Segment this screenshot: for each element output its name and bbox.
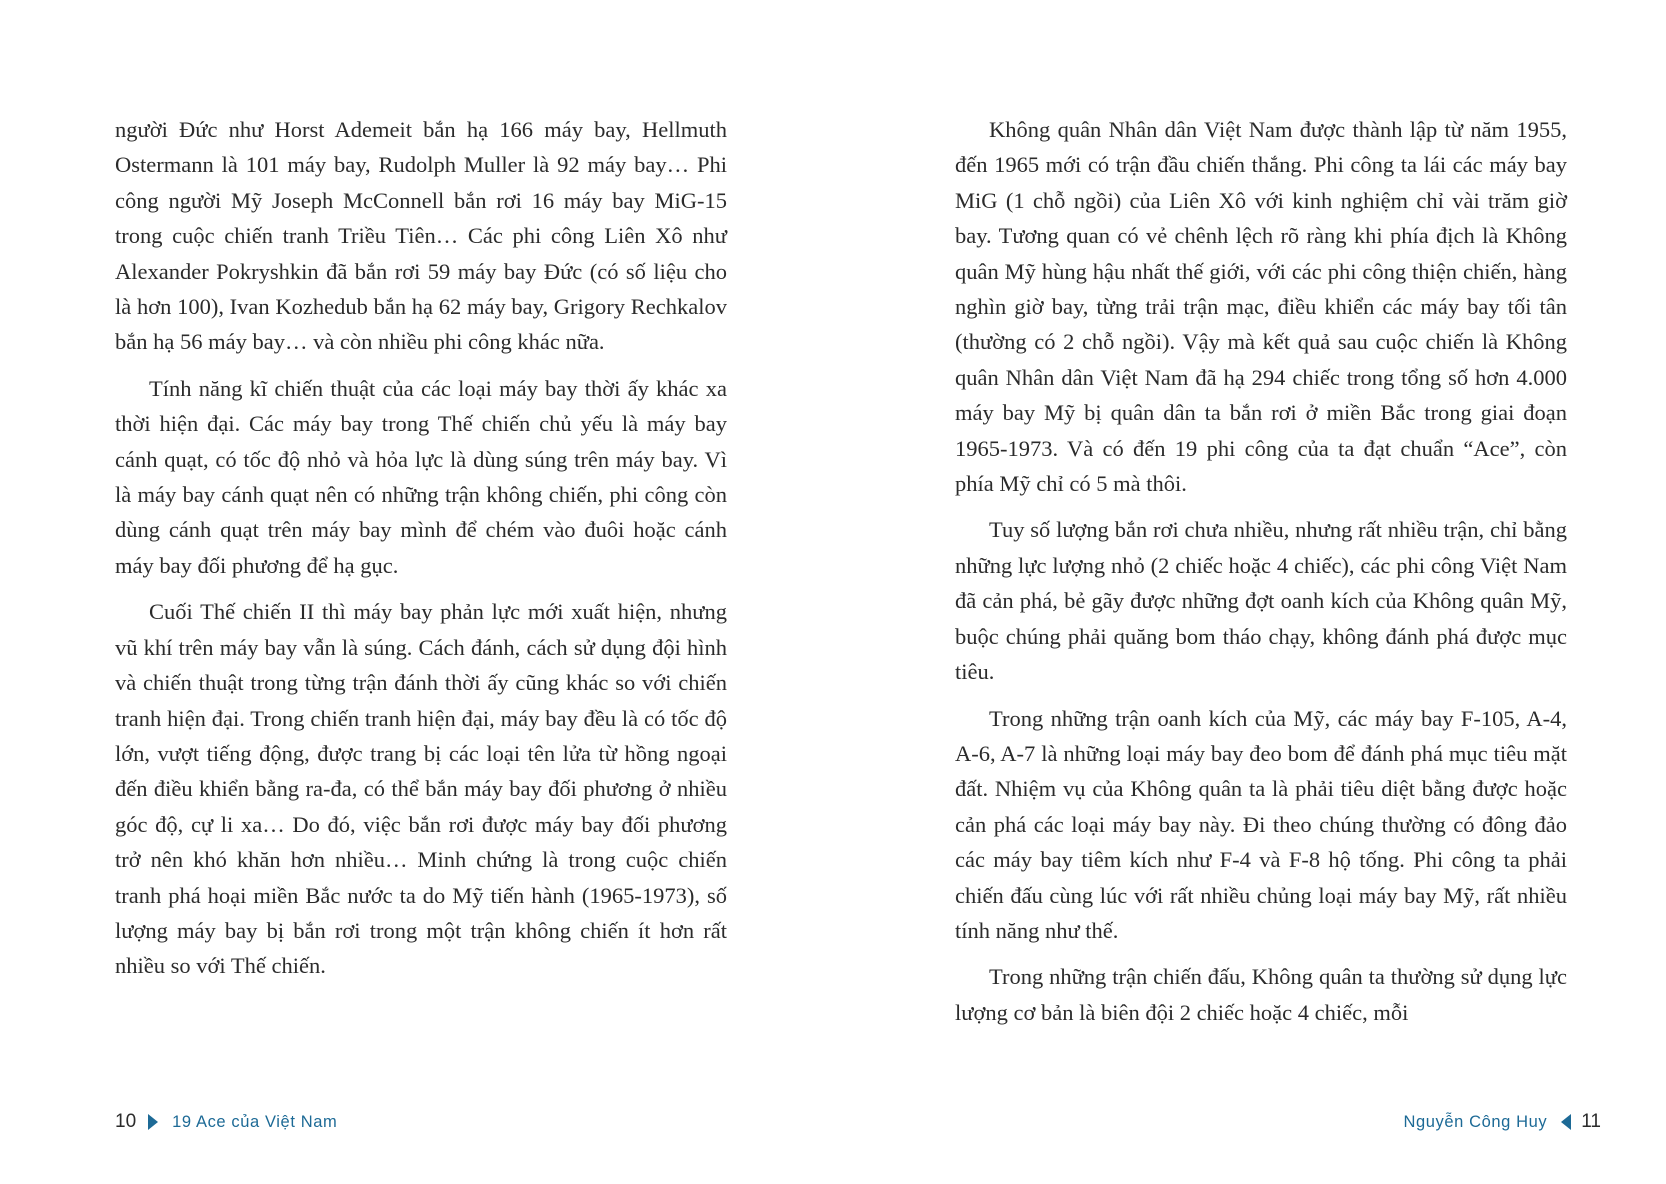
left-page-body (115, 112, 727, 984)
right-paragraph-3: Trong những trận oanh kích của Mỹ, các máy bay F-105, A-4, A-6, A-7 là những loại máy bay đeo bom để đánh phá mục tiêu mặt đất. Nhiệm vụ của Không quân ta là phải tiêu diệt bằng được hoặc cản phá các loại máy bay này. Đi theo chúng thường có đông đảo các máy bay tiêm kích như F-4 và F-8 hộ tống. Phi công ta phải chiến đấu cùng lúc với rất nhiều chủng loại máy bay Mỹ, rất nhiều tính năng như thế. (955, 705, 1567, 943)
right-paragraph-4: Trong những trận chiến đấu, Không quân ta thường sử dụng lực lượng cơ bản là biên đội 2 chiếc hoặc 4 chiếc, mỗi (955, 964, 1567, 1025)
left-page-number: 10 (115, 1111, 137, 1132)
left-paragraph-1: người Đức như Horst Ademeit bắn hạ 166 máy bay, Hellmuth Ostermann là 101 máy bay, Rudolph Muller là 92 máy bay… Phi công người Mỹ Joseph McConnell bắn rơi 16 máy bay MiG-15 trong cuộc chiến tranh Triều Tiên… Các phi công Liên Xô như Alexander Pokryshkin đã bắn rơi 59 máy bay Đức (có số liệu cho là hơn 100), Ivan Kozhedub bắn hạ 62 máy bay, Grigory Rechkalov bắn hạ 56 máy bay… và còn nhiều phi công khác nữa. (115, 117, 727, 355)
triangle-right-icon (148, 1114, 158, 1130)
triangle-left-icon (1561, 1114, 1571, 1130)
left-page-footer (115, 1110, 337, 1134)
right-running-title: Nguyễn Công Huy (1403, 1112, 1548, 1131)
right-paragraph-2: Tuy số lượng bắn rơi chưa nhiều, nhưng rất nhiều trận, chỉ bằng những lực lượng nhỏ (2 chiếc hoặc 4 chiếc), các phi công Việt Nam đã cản phá, bẻ gãy được những đợt oanh kích của Không quân Mỹ, buộc chúng phải quăng bom tháo chạy, không đánh phá được mục tiêu. (955, 517, 1567, 685)
left-running-title: 19 Ace của Việt Nam (172, 1112, 338, 1131)
left-paragraph-3: Cuối Thế chiến II thì máy bay phản lực mới xuất hiện, nhưng vũ khí trên máy bay vẫn là súng. Cách đánh, cách sử dụng đội hình và chiến thuật trong từng trận đánh thời ấy cũng khác so với chiến tranh hiện đại. Trong chiến tranh hiện đại, máy bay đều là có tốc độ lớn, vượt tiếng động, được trang bị các loại tên lửa từ hồng ngoại đến điều khiển bằng ra-đa, có thể bắn máy bay đối phương ở nhiều góc độ, cự li xa… Do đó, việc bắn rơi được máy bay đối phương trở nên khó khăn hơn nhiều… Minh chứng là trong cuộc chiến tranh phá hoại miền Bắc nước ta do Mỹ tiến hành (1965-1973), số lượng máy bay bị bắn rơi trong một trận không chiến ít hơn rất nhiều so với Thế chiến. (115, 599, 727, 979)
right-page (833, 0, 1666, 1184)
right-page-number: 11 (1581, 1111, 1601, 1132)
right-page-footer (1403, 1110, 1601, 1134)
left-paragraph-2: Tính năng kĩ chiến thuật của các loại máy bay thời ấy khác xa thời hiện đại. Các máy bay trong Thế chiến chủ yếu là máy bay cánh quạt, có tốc độ nhỏ và hỏa lực là dùng súng trên máy bay. Vì là máy bay cánh quạt nên có những trận không chiến, phi công còn dùng cánh quạt trên máy bay mình để chém vào đuôi hoặc cánh máy bay đối phương để hạ gục. (115, 375, 727, 578)
right-paragraph-1: Không quân Nhân dân Việt Nam được thành lập từ năm 1955, đến 1965 mới có trận đầu chiến thắng. Phi công ta lái các máy bay MiG (1 chỗ ngồi) của Liên Xô với kinh nghiệm chỉ vài trăm giờ bay. Tương quan có vẻ chênh lệch rõ ràng khi phía địch là Không quân Mỹ hùng hậu nhất thế giới, với các phi công thiện chiến, hàng nghìn giờ bay, từng trải trận mạc, điều khiển các máy bay tối tân (thường có 2 chỗ ngồi). Vậy mà kết quả sau cuộc chiến là Không quân Nhân dân Việt Nam đã hạ 294 chiếc trong tổng số hơn 4.000 máy bay Mỹ bị quân dân ta bắn rơi ở miền Bắc trong giai đoạn 1965-1973. Và có đến 19 phi công của ta đạt chuẩn “Ace”, còn phía Mỹ chỉ có 5 mà thôi. (955, 117, 1567, 497)
right-page-body (955, 112, 1567, 1030)
